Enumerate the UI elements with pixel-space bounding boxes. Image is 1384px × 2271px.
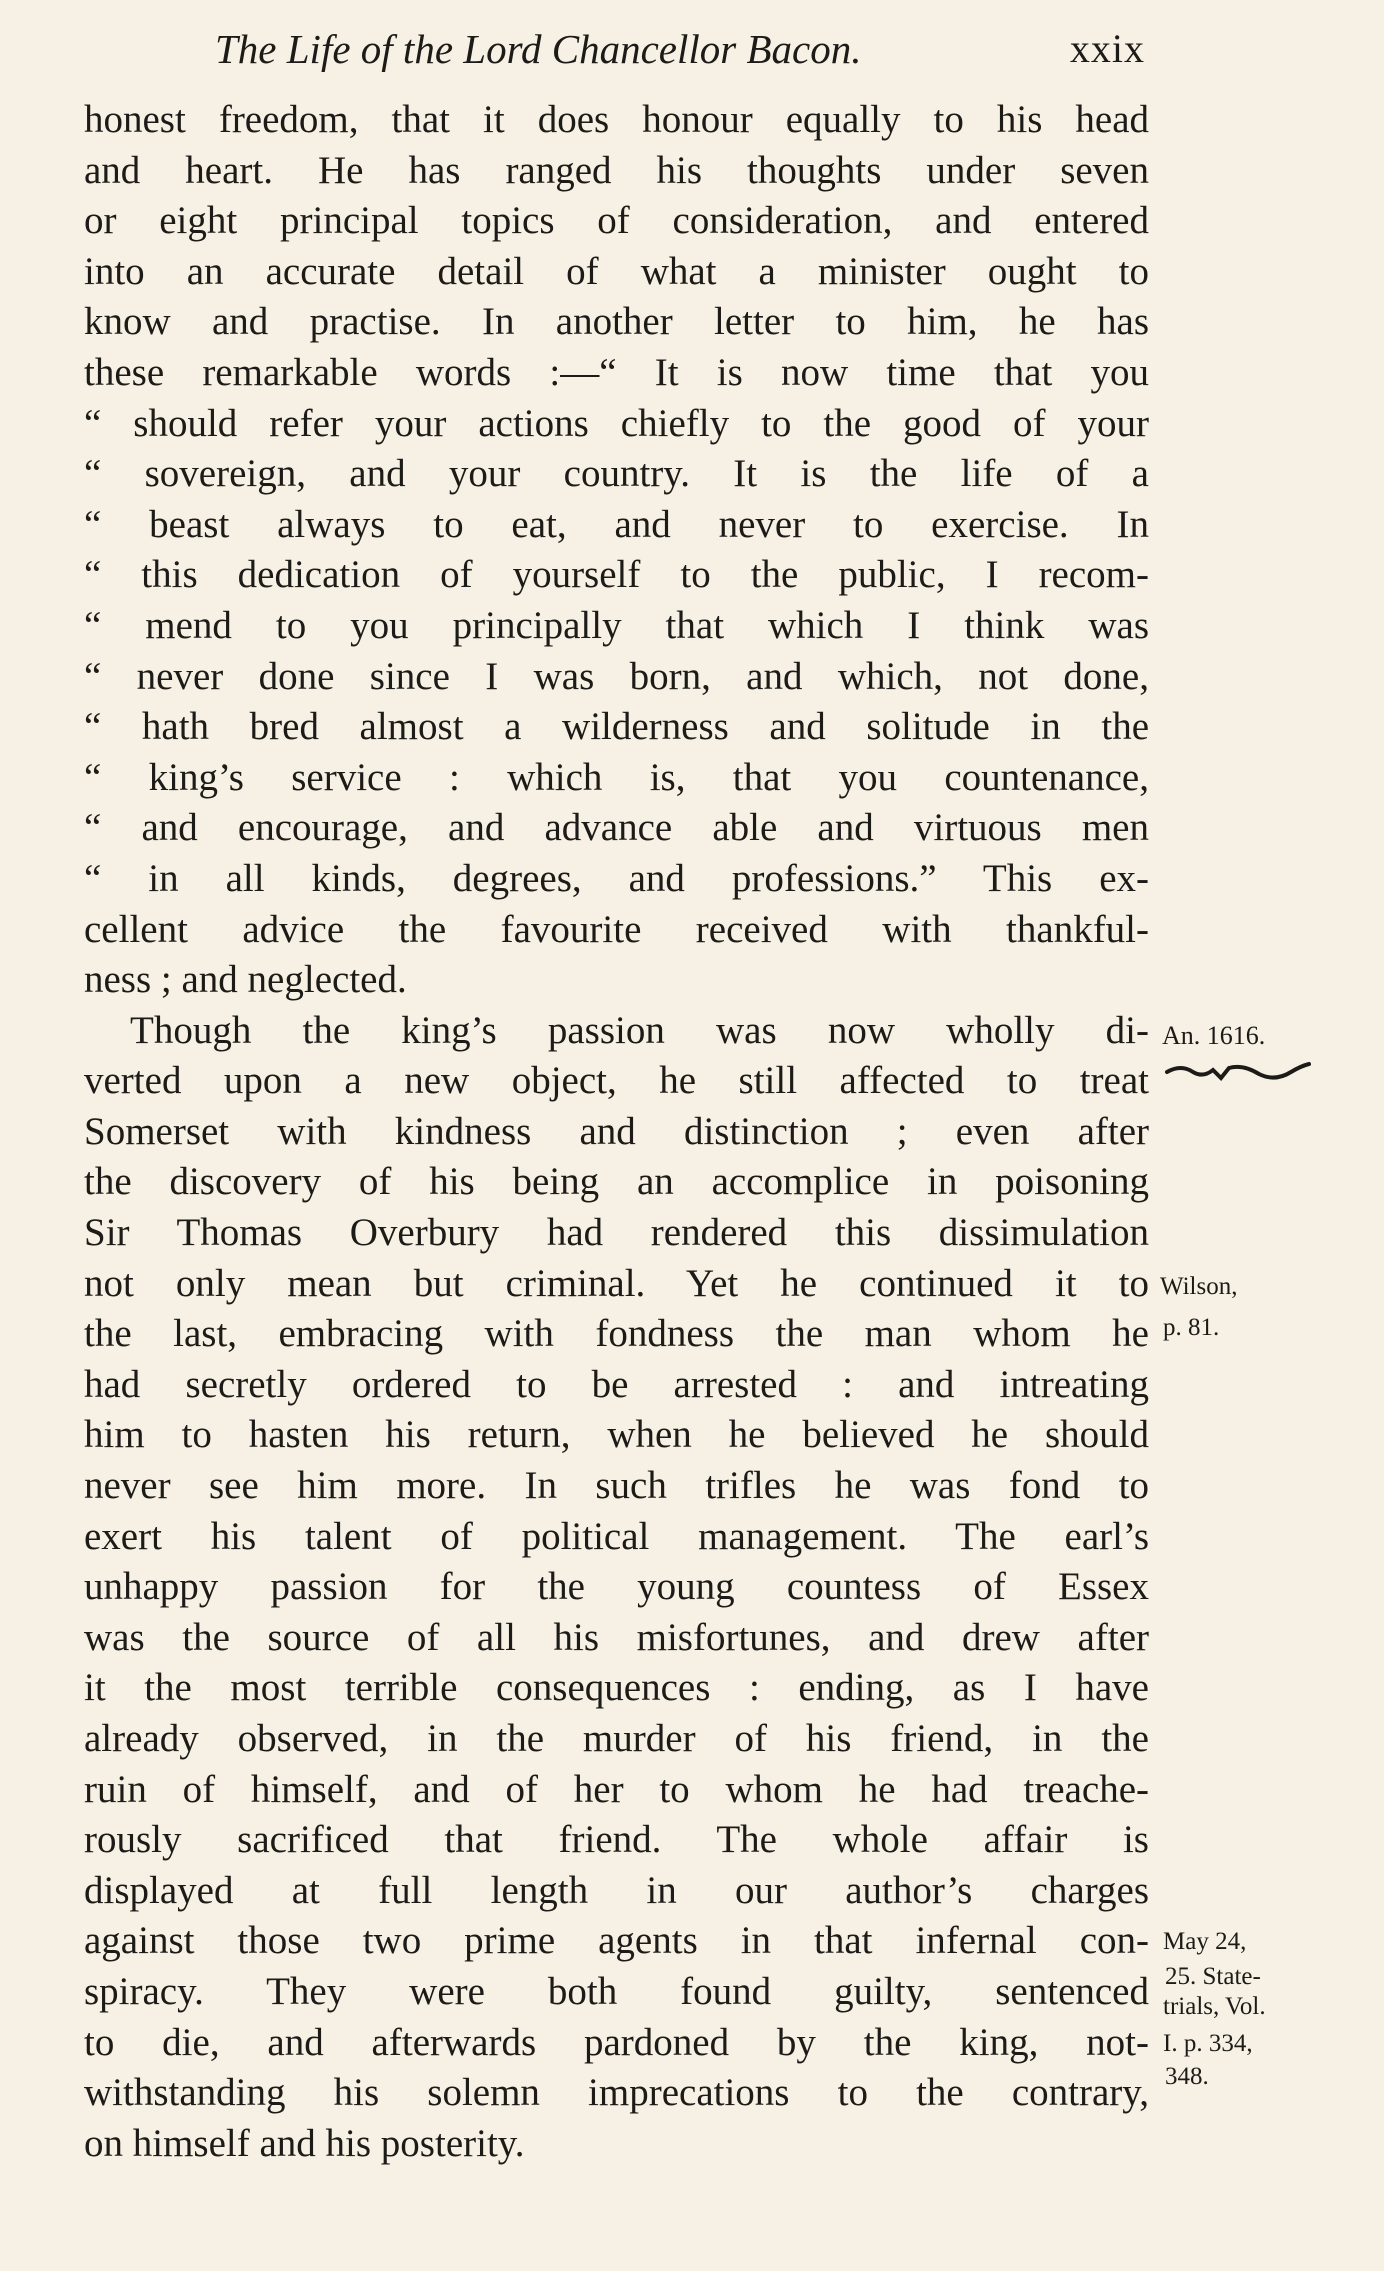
text-line: “ in all kinds, degrees, and professions.” This ex- [84,856,1149,900]
margin-note-wilson-page: p. 81. [1163,1314,1220,1341]
text-line: already observed, in the murder of his friend, in the [84,1717,1149,1760]
text-line: “ and encourage, and advance able and virtuous men [84,806,1149,850]
body-text [84,95,1149,2169]
text-line: spiracy. They were both found guilty, sentenced [84,1969,1149,2013]
text-line: ruin of himself, and of her to whom he had treache- [84,1767,1149,1811]
text-line: into an accurate detail of what a minister ought to [84,249,1149,293]
text-line: Somerset with kindness and distinction ; even after [84,1109,1149,1153]
text-line: honest freedom, that it does honour equally to his head [84,98,1149,141]
text-line: to die, and afterwards pardoned by the king, not- [84,2020,1149,2064]
page-number: xxix [1069,26,1145,71]
text-line: the discovery of his being an accomplice in poisoning [84,1160,1149,1204]
text-line: was the source of all his misfortunes, and drew after [84,1615,1149,1659]
text-line: verted upon a new object, he still affected to treat [84,1059,1149,1103]
margin-note-wilson: Wilson, [1160,1273,1238,1300]
margin-note-state-trials: I. p. 334, [1163,2030,1253,2057]
text-line: these remarkable words :—“ It is now time that you [84,350,1149,394]
text-line: know and practise. In another letter to him, he has [84,300,1149,344]
text-line: unhappy passion for the young countess of Essex [84,1565,1149,1609]
text-line: “ sovereign, and your country. It is the life of a [84,452,1149,496]
text-line: “ hath bred almost a wilderness and solitude in the [84,705,1149,749]
margin-note-state-trials: May 24, [1163,1928,1247,1955]
running-title: The Life of the Lord Chancellor Bacon. [215,26,862,72]
text-line: Sir Thomas Overbury had rendered this dissimulation [84,1211,1149,1255]
text-line: or eight principal topics of consideration, and entered [84,199,1149,243]
text-line: “ king’s service : which is, that you countenance, [84,755,1149,799]
text-line: exert his talent of political management. The earl’s [84,1514,1149,1558]
text-line: and heart. He has ranged his thoughts under seven [84,148,1149,192]
text-line: “ this dedication of yourself to the public, I recom- [84,553,1149,597]
text-line: him to hasten his return, when he believed he should [84,1413,1149,1457]
text-line: the last, embracing with fondness the man whom he [84,1312,1149,1356]
text-line: not only mean but criminal. Yet he continued it to [84,1261,1149,1305]
text-line: Though the king’s passion was now wholly di- [130,1008,1149,1052]
text-line: never see him more. In such trifles he was fond to [84,1464,1149,1508]
text-line: displayed at full length in our author’s charges [84,1868,1149,1912]
ornament-swash-icon [1163,1062,1313,1086]
margin-note-state-trials: 348. [1165,2063,1209,2090]
running-header [215,18,1145,80]
text-line: cellent advice the favourite received with thankful- [84,907,1149,951]
text-line: had secretly ordered to be arrested : and intreating [84,1362,1149,1406]
margin-note-state-trials: 25. State- [1165,1963,1261,1990]
margin-note-year: An. 1616. [1162,1021,1266,1050]
text-line: “ should refer your actions chiefly to the good of your [84,401,1149,445]
margin-note-state-trials: trials, Vol. [1163,1993,1266,2020]
text-line: on himself and his posterity. [84,2121,525,2165]
text-line: against those two prime agents in that infernal con- [84,1919,1149,1963]
text-line: “ never done since I was born, and which, not done, [84,654,1149,698]
text-line: withstanding his solemn imprecations to the contrary, [84,2071,1149,2115]
text-line: it the most terrible consequences : ending, as I have [84,1666,1149,1710]
text-line: “ mend to you principally that which I think was [84,603,1149,647]
text-line: rously sacrificed that friend. The whole affair is [84,1818,1149,1862]
text-line: ness ; and neglected. [84,958,407,1002]
text-line: “ beast always to eat, and never to exercise. In [84,502,1149,546]
